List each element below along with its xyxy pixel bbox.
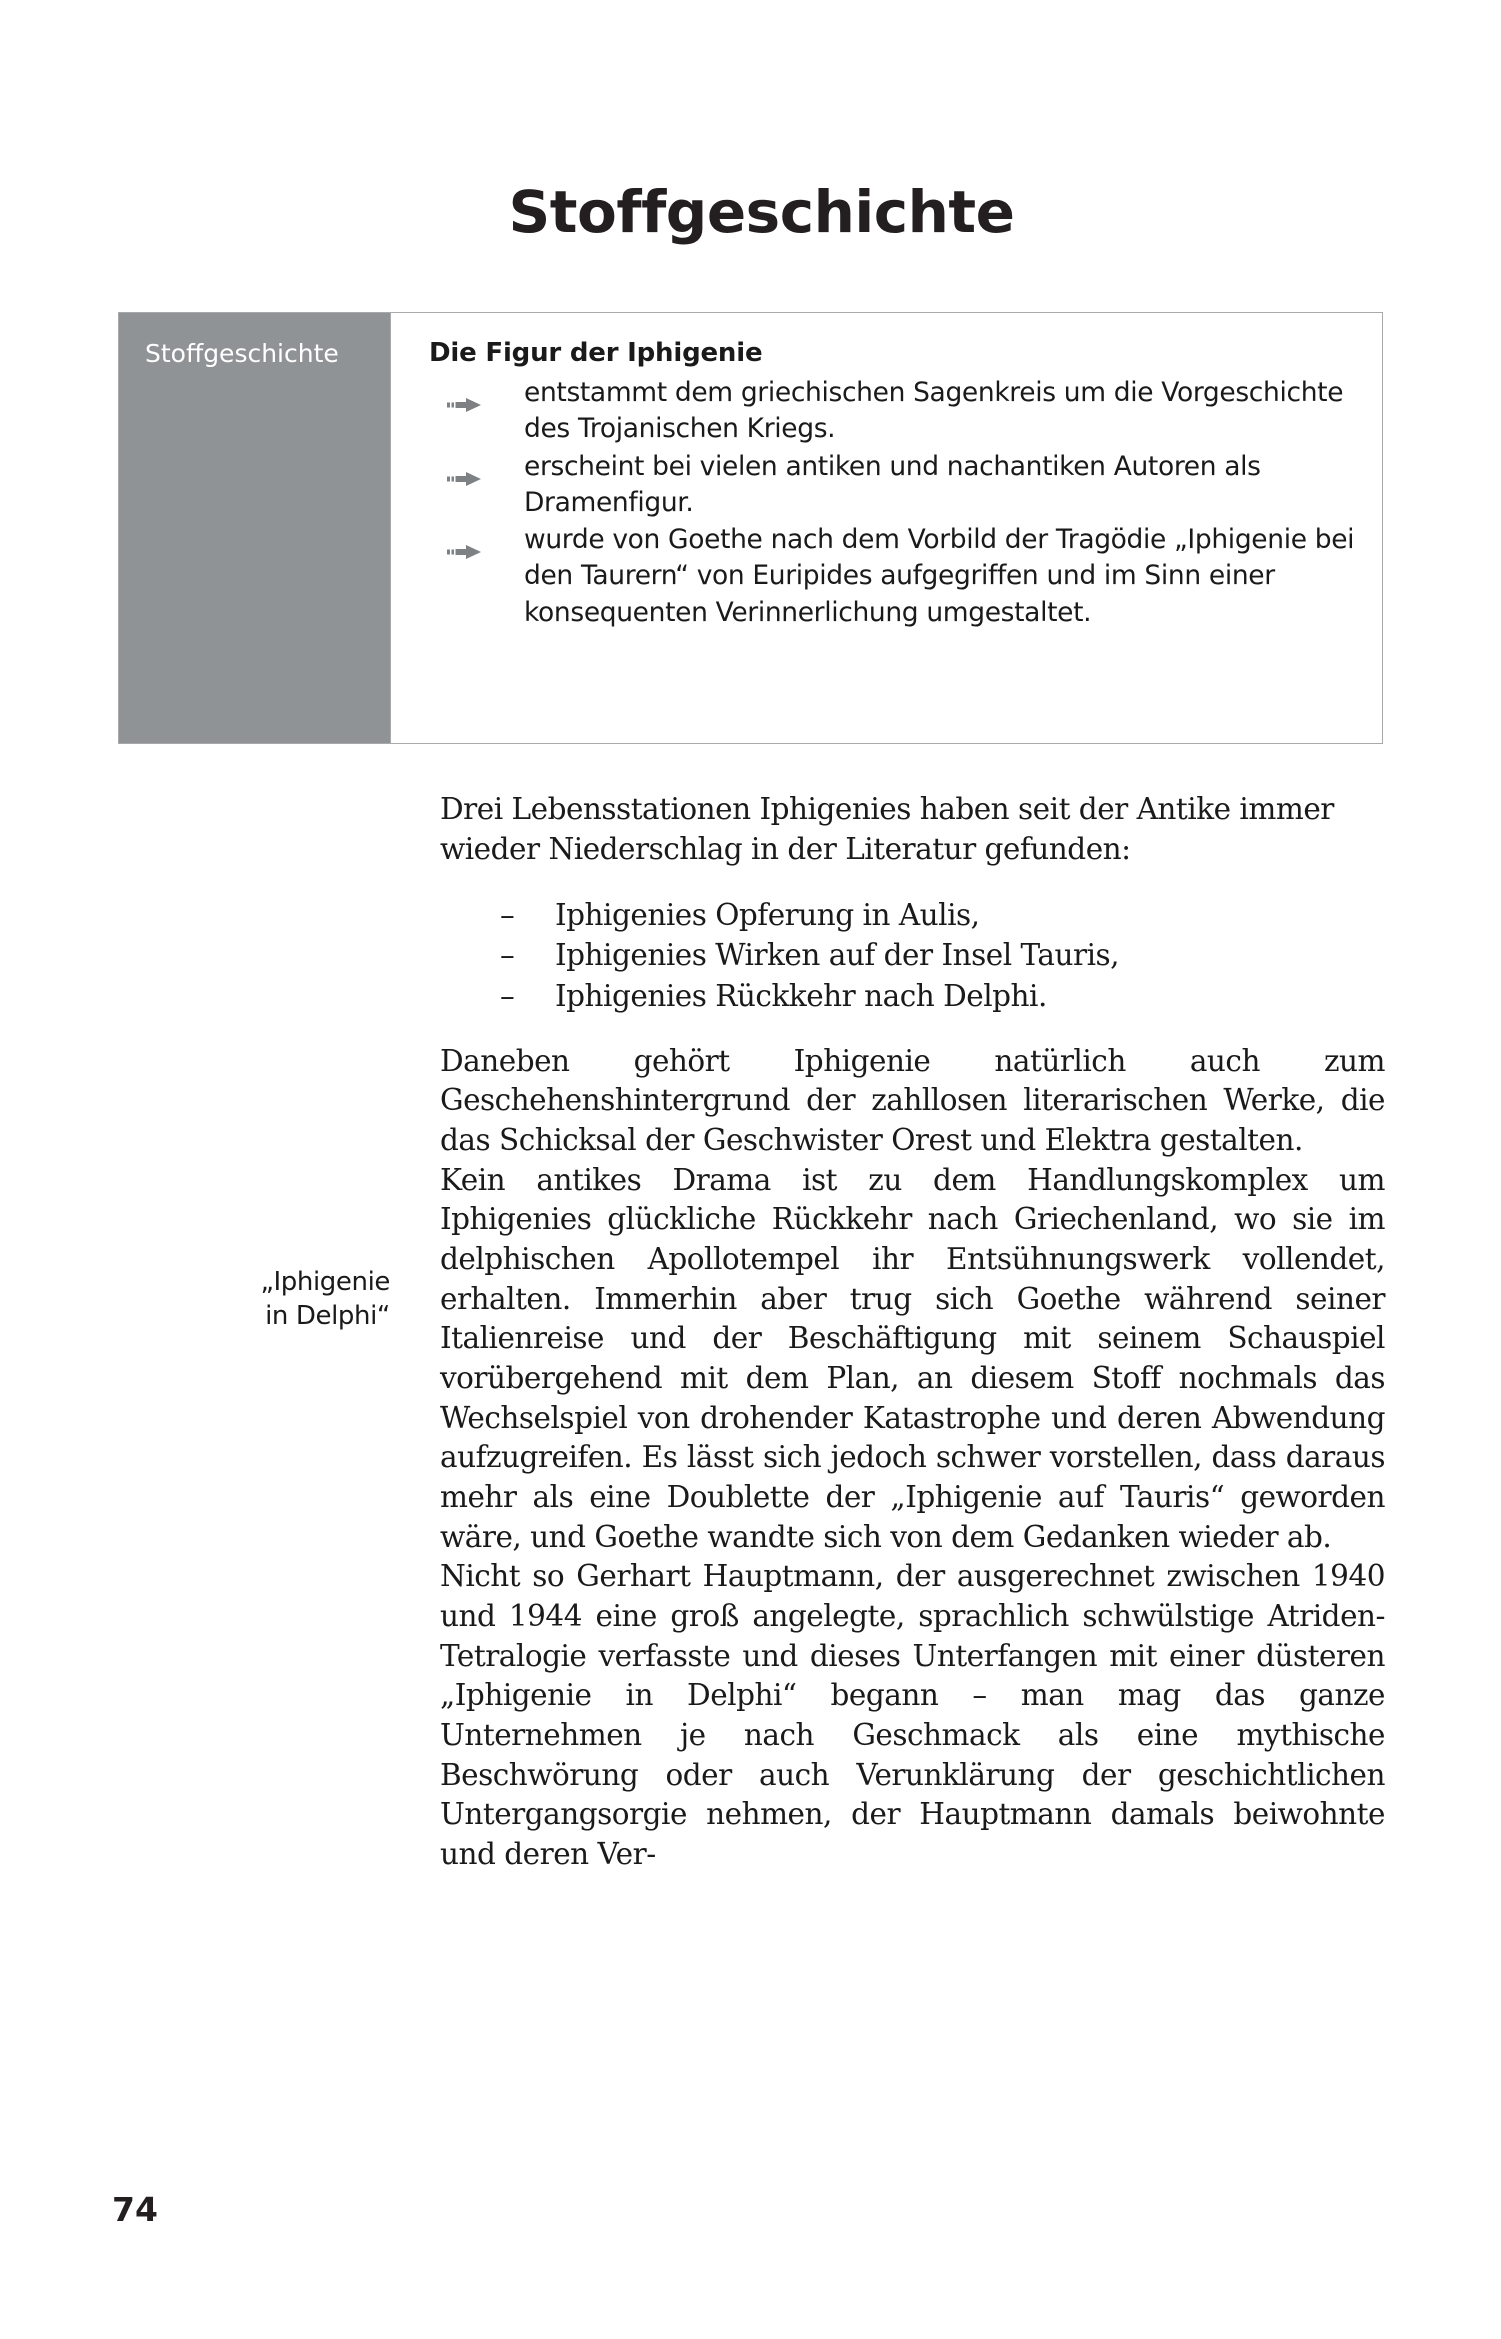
list-item-text: wurde von Goethe nach dem Vorbild der Tragödie „Iphigenie bei den Taurern“ von Euripides aufgegriffen und im Sinn einer konsequenten Verinnerlichung umgestaltet. bbox=[524, 524, 1355, 628]
arrow-right-icon bbox=[447, 386, 481, 400]
list-item bbox=[429, 449, 1360, 522]
list-item bbox=[500, 976, 1385, 1016]
infobox-side-tab-label: Stoffgeschichte bbox=[145, 339, 339, 368]
arrow-right-icon bbox=[447, 460, 481, 474]
list-item bbox=[429, 522, 1360, 631]
page-title: Stoffgeschichte bbox=[508, 178, 1015, 246]
infobox-bullet-list bbox=[429, 375, 1360, 631]
margin-note-line-2: in Delphi“ bbox=[265, 1301, 390, 1332]
list-item-text: entstammt dem griechischen Sagenkreis um die Vorgeschichte des Trojanischen Kriegs. bbox=[524, 377, 1344, 445]
list-item bbox=[500, 895, 1385, 935]
arrow-right-icon bbox=[447, 533, 481, 547]
infobox-content bbox=[391, 313, 1382, 743]
list-item-text: Iphigenies Rückkehr nach Delphi. bbox=[555, 978, 1047, 1013]
margin-note-line-1: „Iphigenie bbox=[260, 1267, 390, 1297]
list-item-text: Iphigenies Wirken auf der Insel Tauris, bbox=[555, 938, 1120, 973]
dash-marker-icon: – bbox=[500, 898, 515, 933]
list-item-text: erscheint bei vielen antiken und nachantiken Autoren als Dramenfigur. bbox=[524, 450, 1261, 518]
page-number: 74 bbox=[112, 2190, 158, 2229]
body-paragraph-3: Nicht so Gerhart Hauptmann, der ausgerechnet zwischen 1940 und 1944 eine groß angelegte, sprachlich schwülstige Atriden-Tetralogie verfasste und dieses Unterfangen mit einer düsteren „Iphigenie in Delphi“ begann – man mag das ganze Unternehmen je nach Geschmack als eine mythische Beschwörung oder auch Verunklärung der geschichtlichen Untergangsorgie nehmen, der Hauptmann damals beiwohnte und deren Ver- bbox=[440, 1559, 1385, 1872]
dash-marker-icon: – bbox=[500, 978, 515, 1013]
body-column bbox=[440, 790, 1385, 1875]
margin-note bbox=[60, 1265, 390, 1334]
list-item-text: Iphigenies Opferung in Aulis, bbox=[555, 898, 980, 933]
list-item bbox=[500, 935, 1385, 975]
list-item bbox=[429, 375, 1360, 448]
infobox-side-tab bbox=[119, 313, 391, 743]
dash-marker-icon: – bbox=[500, 938, 515, 973]
body-paragraph-1: Daneben gehört Iphigenie natürlich auch zum Geschehenshintergrund der zahllosen literarischen Werke, die das Schicksal der Geschwister Orest und Elektra gestalten. bbox=[440, 1043, 1385, 1158]
intro-paragraph: Drei Lebensstationen Iphigenies haben seit der Antike immer wieder Niederschlag in der Literatur gefunden: bbox=[440, 792, 1334, 866]
summary-infobox bbox=[118, 312, 1383, 744]
lifestations-list bbox=[440, 895, 1385, 1015]
body-paragraph-2: Kein antikes Drama ist zu dem Handlungskomplex um Iphigenies glückliche Rückkehr nach Griechenland, wo sie im delphischen Apollotempel ihr Entsühnungswerk vollendet, erhalten. Immerhin aber trug sich Goethe während seiner Italienreise und der Beschäftigung mit seinem Schauspiel vorübergehend mit dem Plan, an diesem Stoff nochmals das Wechselspiel von drohender Katastrophe und deren Abwendung aufzugreifen. Es lässt sich jedoch schwer vorstellen, dass daraus mehr als eine Doublette der „Iphigenie auf Tauris“ geworden wäre, und Goethe wandte sich von dem Gedanken wieder ab. bbox=[440, 1162, 1385, 1554]
infobox-heading: Die Figur der Iphigenie bbox=[429, 338, 763, 368]
